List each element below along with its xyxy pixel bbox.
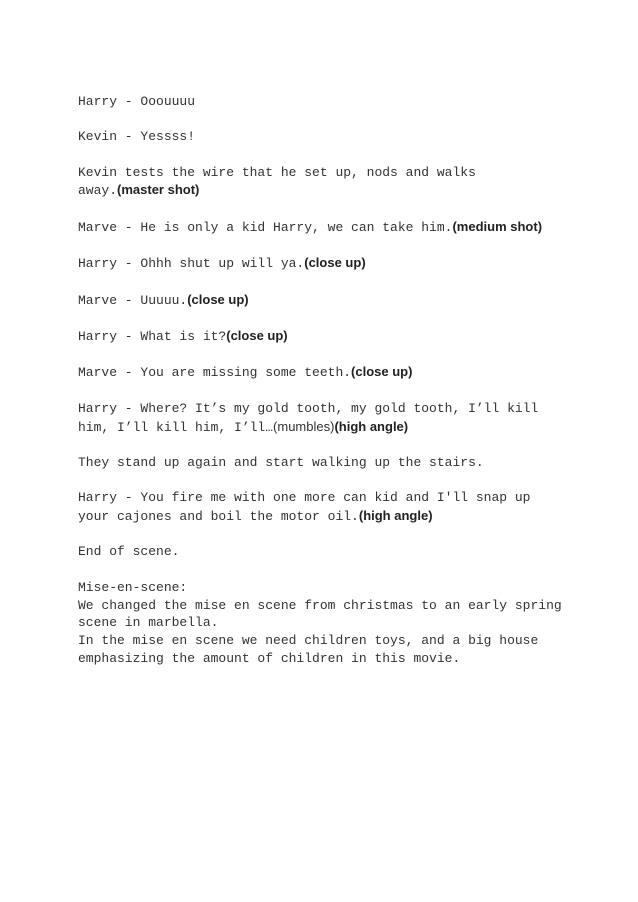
mise-en-scene-line-2	[78, 632, 618, 667]
shot-cue: (high angle)	[358, 508, 433, 524]
dialogue-text: Marve - Uuuuu.	[78, 292, 188, 308]
script-line-harry-3	[78, 327, 618, 346]
dialogue-text: Marve - He is only a kid Harry, we can take him.	[78, 219, 453, 235]
shot-cue: (close up)	[187, 291, 249, 307]
action-line-stairs	[78, 454, 618, 472]
shot-cue: (close up)	[304, 255, 366, 271]
dialogue-text: Harry - You fire me with one more can kid and I'll snap up your cajones and boil the motor oil.	[78, 490, 531, 525]
heading-text: Mise-en-scene:	[78, 579, 188, 595]
script-line-harry-5	[78, 489, 618, 525]
action-line-kevin-wire	[78, 164, 618, 200]
script-line-marve-1	[78, 218, 618, 237]
mumbles-note: (mumbles)	[273, 418, 335, 434]
script-line-marve-3	[78, 363, 618, 382]
shot-cue: (close up)	[351, 364, 413, 380]
dialogue-text: Harry - Where? It’s my gold tooth, my gold tooth, I’ll kill him, I’ll kill him, I’ll…	[78, 400, 539, 435]
scene-end	[78, 543, 618, 561]
dialogue-text: Harry - What is it?	[78, 329, 227, 345]
body-text: In the mise en scene we need children toys, and a big house emphasizing the amount of children in this movie.	[78, 632, 539, 666]
script-line-marve-2	[78, 291, 618, 310]
script-line-harry-4	[78, 400, 618, 436]
dialogue-text: Kevin - Yessss!	[78, 129, 196, 145]
scene-end-text: End of scene.	[78, 544, 180, 560]
script-line-kevin-1	[78, 128, 618, 146]
shot-cue: (medium shot)	[452, 218, 543, 234]
script-body	[78, 93, 618, 667]
action-text: Kevin tests the wire that he set up, nods and walks away.	[78, 164, 476, 199]
shot-cue: (high angle)	[334, 418, 409, 434]
script-line-harry-1	[78, 93, 618, 111]
mise-en-scene-heading	[78, 579, 618, 597]
dialogue-text: Harry - Ohhh shut up will ya.	[78, 256, 305, 272]
action-text: They stand up again and start walking up the stairs.	[78, 454, 484, 470]
shot-cue: (master shot)	[117, 182, 200, 198]
script-line-harry-2	[78, 254, 618, 273]
mise-en-scene-line-1	[78, 597, 618, 632]
dialogue-text: Marve - You are missing some teeth.	[78, 365, 352, 381]
shot-cue: (close up)	[226, 328, 288, 344]
dialogue-text: Harry - Ooouuuu	[78, 94, 196, 109]
body-text: We changed the mise en scene from christmas to an early spring scene in marbella.	[78, 597, 562, 631]
